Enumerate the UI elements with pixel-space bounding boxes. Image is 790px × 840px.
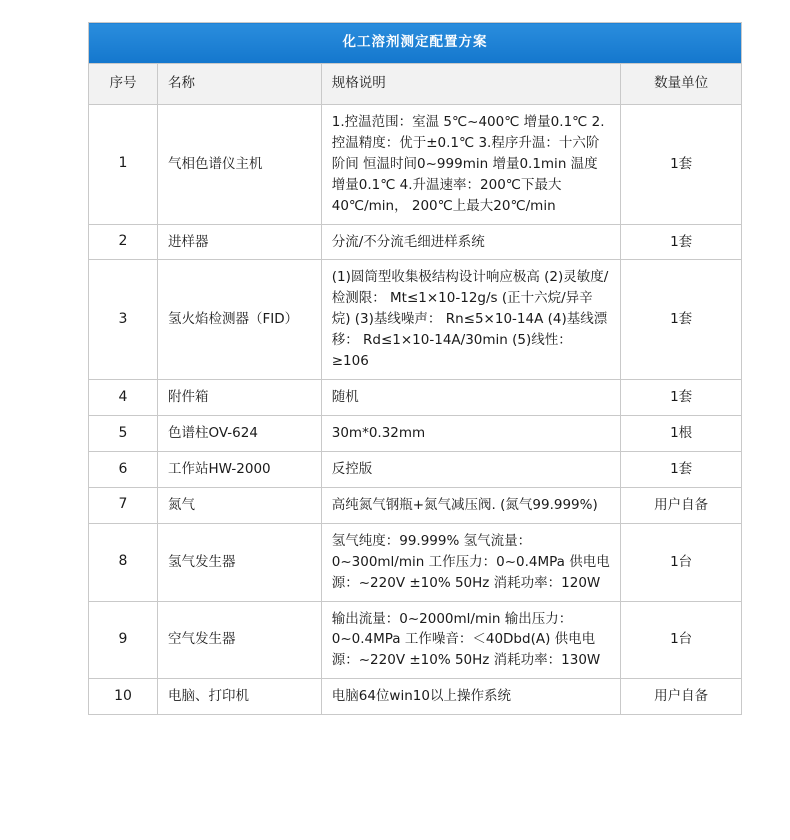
table-row — [89, 487, 742, 523]
row-spec: 30m*0.32mm — [321, 415, 621, 451]
column-header-unit: 数量单位 — [621, 63, 742, 104]
row-name: 氢火焰检测器（FID） — [157, 260, 321, 380]
row-index: 10 — [89, 679, 158, 715]
table-row — [89, 224, 742, 260]
row-spec: 随机 — [321, 380, 621, 416]
table-row — [89, 451, 742, 487]
table-row — [89, 415, 742, 451]
table-head — [89, 23, 742, 105]
configuration-spec-table — [88, 22, 742, 715]
row-unit: 1台 — [621, 601, 742, 679]
row-unit: 1套 — [621, 224, 742, 260]
row-index: 4 — [89, 380, 158, 416]
column-header-spec: 规格说明 — [321, 63, 621, 104]
column-header-index: 序号 — [89, 63, 158, 104]
row-name: 气相色谱仪主机 — [157, 104, 321, 224]
row-name: 空气发生器 — [157, 601, 321, 679]
row-name: 工作站HW-2000 — [157, 451, 321, 487]
row-name: 电脑、打印机 — [157, 679, 321, 715]
row-name: 进样器 — [157, 224, 321, 260]
table-header-row — [89, 63, 742, 104]
row-spec: 反控版 — [321, 451, 621, 487]
row-name: 氮气 — [157, 487, 321, 523]
row-index: 2 — [89, 224, 158, 260]
table-row — [89, 679, 742, 715]
row-index: 8 — [89, 523, 158, 601]
row-spec: 氢气纯度：99.999% 氢气流量：0~300ml/min 工作压力：0~0.4MPa 供电电源：~220V ±10% 50Hz 消耗功率：120W — [321, 523, 621, 601]
row-index: 5 — [89, 415, 158, 451]
table-row — [89, 601, 742, 679]
row-name: 氢气发生器 — [157, 523, 321, 601]
row-name: 附件箱 — [157, 380, 321, 416]
row-spec: 1.控温范围：室温 5℃~400℃ 增量0.1℃ 2.控温精度：优于±0.1℃ 3.程序升温：十六阶阶间 恒温时间0~999min 增量0.1min 温度增量0.1℃ 4.升温速率：200℃下最大40℃/min， 200℃上最大20℃/min — [321, 104, 621, 224]
row-unit: 用户自备 — [621, 679, 742, 715]
table-row — [89, 380, 742, 416]
row-unit: 1套 — [621, 104, 742, 224]
table-body — [89, 104, 742, 714]
row-index: 9 — [89, 601, 158, 679]
row-unit: 用户自备 — [621, 487, 742, 523]
row-spec: 分流/不分流毛细进样系统 — [321, 224, 621, 260]
row-spec: 电脑64位win10以上操作系统 — [321, 679, 621, 715]
row-unit: 1套 — [621, 451, 742, 487]
document-title: 化工溶剂测定配置方案 — [89, 23, 742, 64]
table-row — [89, 104, 742, 224]
row-index: 3 — [89, 260, 158, 380]
row-index: 6 — [89, 451, 158, 487]
table-row — [89, 260, 742, 380]
row-index: 1 — [89, 104, 158, 224]
row-spec: (1)圆筒型收集极结构设计响应极高 (2)灵敏度/检测限： Mt≤1×10-12g/s (正十六烷/异辛烷) (3)基线噪声： Rn≤5×10-14A (4)基线漂移： Rd≤1×10-14A/30min (5)线性： ≥106 — [321, 260, 621, 380]
row-index: 7 — [89, 487, 158, 523]
row-unit: 1套 — [621, 260, 742, 380]
row-unit: 1台 — [621, 523, 742, 601]
row-spec: 高纯氮气钢瓶+氮气减压阀. (氮气99.999%) — [321, 487, 621, 523]
table-title-row — [89, 23, 742, 64]
row-unit: 1根 — [621, 415, 742, 451]
column-header-name: 名称 — [157, 63, 321, 104]
row-spec: 输出流量：0~2000ml/min 输出压力：0~0.4MPa 工作噪音：＜40Dbd(A) 供电电源：~220V ±10% 50Hz 消耗功率：130W — [321, 601, 621, 679]
row-unit: 1套 — [621, 380, 742, 416]
table-row — [89, 523, 742, 601]
row-name: 色谱柱OV-624 — [157, 415, 321, 451]
